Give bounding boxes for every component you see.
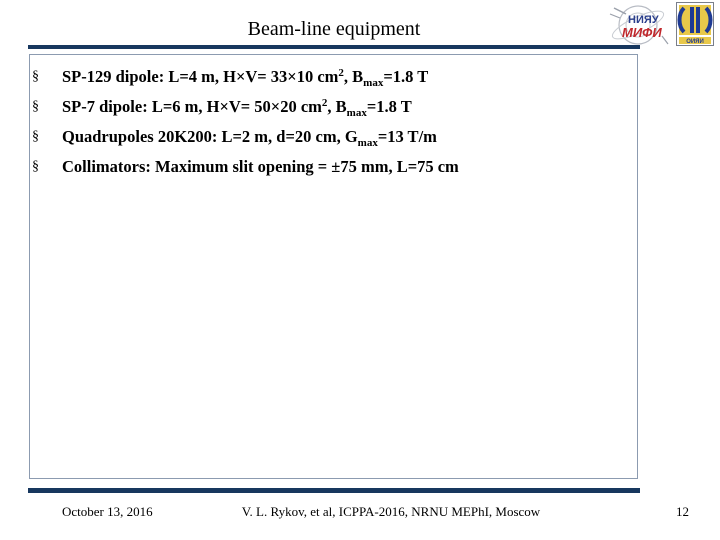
bullet-item (30, 152, 640, 182)
bullet-marker: § (32, 99, 39, 114)
bullet-text: 2 (321, 97, 328, 109)
footer-authors: V. L. Rykov, et al, ICPPA-2016, NRNU MEPhI, Moscow (241, 504, 541, 519)
bullet-text: , B (327, 97, 347, 116)
svg-text:ОИЯИ: ОИЯИ (686, 39, 704, 45)
bullet-text: Quadrupoles 20K200: L=2 m, d=20 cm, G (62, 127, 358, 146)
bullet-marker: § (32, 69, 39, 84)
bullet-item (30, 92, 640, 122)
bullet-text: max (363, 77, 384, 89)
bullet-text: , B (343, 67, 364, 86)
svg-text:МИФИ: МИФИ (622, 25, 662, 40)
bullet-item (30, 122, 640, 152)
slide-title: Beam-line equipment (247, 18, 421, 40)
svg-text:НИЯУ: НИЯУ (628, 14, 659, 26)
title-divider (28, 45, 640, 49)
page-number: 12 (676, 504, 689, 519)
footer-divider (28, 488, 640, 493)
bullet-text: Collimators: Maximum slit opening = ±75 mm, L=75 cm (62, 157, 459, 176)
bullet-text: =1.8 T (383, 67, 429, 86)
bullet-marker: § (32, 159, 39, 174)
bullet-text: max (346, 107, 367, 119)
bullet-text: =1.8 T (366, 97, 412, 116)
bullet-text: SP-129 dipole: L=4 m, H×V= 33×10 cm (62, 67, 339, 86)
jinr-logo (676, 2, 714, 46)
bullet-text: SP-7 dipole: L=6 m, H×V= 50×20 cm (62, 97, 322, 116)
bullet-text: 2 (338, 67, 344, 79)
bullet-marker: § (32, 129, 39, 144)
footer-date: October 13, 2016 (62, 504, 153, 519)
bullet-item (30, 62, 640, 92)
bullet-text: max (357, 137, 378, 149)
bullet-list (30, 62, 640, 182)
bullet-text: =13 T/m (377, 127, 437, 146)
mephi-logo (604, 0, 674, 48)
